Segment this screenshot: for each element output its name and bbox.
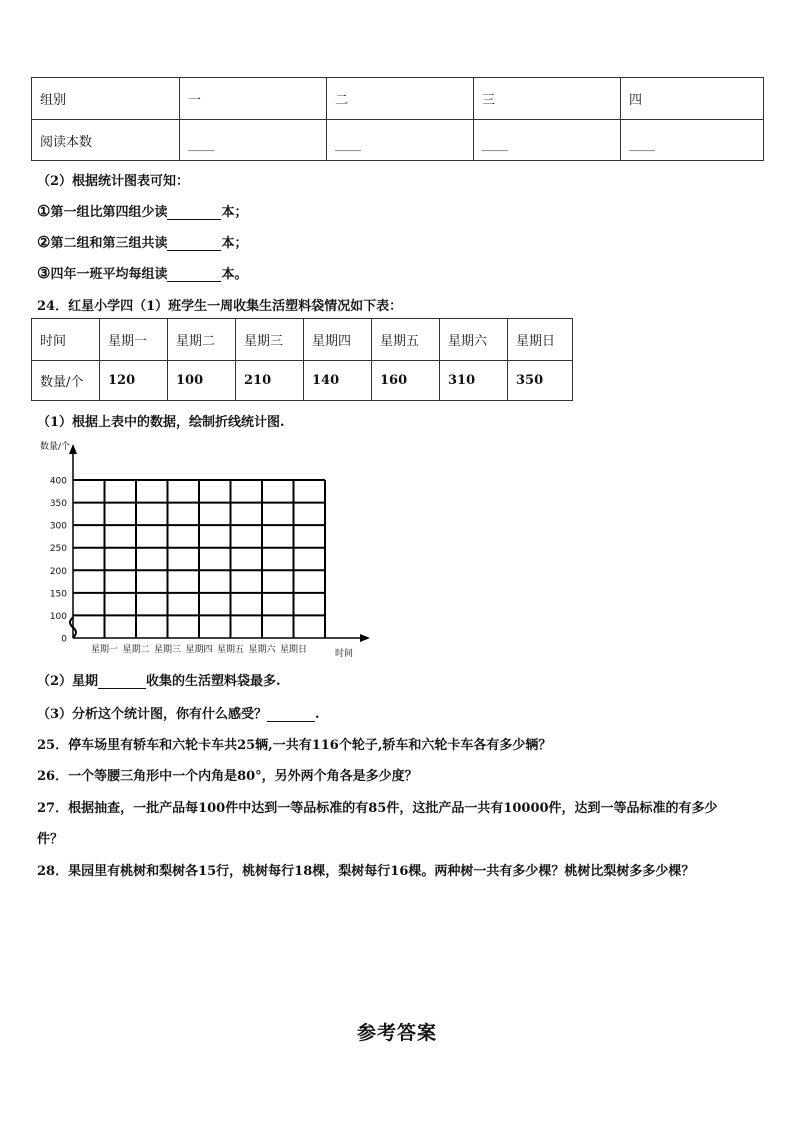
sub3-text-before: （3）分析这个统计图，你有什么感受？ [37, 707, 268, 722]
answer-blank[interactable] [167, 235, 221, 251]
x-axis-title: 时间 [335, 649, 354, 659]
table-cell: 时间 [32, 319, 100, 361]
y-axis-title: 数量/个 [40, 442, 71, 452]
x-axis-arrow [360, 634, 370, 642]
answer-blank[interactable] [167, 204, 221, 220]
item-unit: 本。 [221, 267, 248, 282]
sub3-text-after: . [315, 707, 320, 722]
table-cell: 100 [168, 361, 236, 401]
y-tick-label: 0 [61, 634, 67, 645]
table-cell: 星期二 [168, 319, 236, 361]
x-tick-label: 星期四 [185, 645, 213, 655]
table-cell: 三 [474, 78, 621, 120]
table-cell: 阅读本数 [32, 120, 180, 161]
item-unit: 本； [221, 236, 248, 251]
table-cell: 140 [304, 361, 372, 401]
answer-blank[interactable] [267, 706, 315, 722]
item-text: 第一组比第四组少读 [50, 205, 168, 220]
table-cell: 二 [327, 78, 474, 120]
item-unit: 本； [221, 205, 248, 220]
y-tick-label: 300 [49, 521, 67, 532]
x-tick-label: 星期三 [153, 645, 182, 655]
item-text: 四年一班平均每组读 [50, 267, 168, 282]
table-cell: 星期三 [236, 319, 304, 361]
answer-blank[interactable] [98, 673, 146, 689]
table-cell: 120 [100, 361, 168, 401]
answers-title: 参考答案 [356, 1022, 437, 1044]
q24-sub1: （1）根据上表中的数据，绘制折线统计图. [37, 415, 285, 430]
table-cell: 四 [621, 78, 764, 120]
q24-sub2 [37, 670, 281, 689]
y-tick-label: 400 [49, 476, 67, 487]
table-cell: 星期四 [304, 319, 372, 361]
y-tick-label: 200 [49, 566, 67, 577]
y-axis-arrow [69, 444, 77, 454]
question-item-1 [37, 201, 247, 220]
q24-sub3 [37, 703, 320, 722]
table-cell: 210 [236, 361, 304, 401]
sub2-text-before: （2）星期 [37, 674, 99, 689]
x-tick-label: 星期二 [122, 645, 150, 655]
table-blank[interactable]: ____ [180, 120, 327, 161]
q26-text: 26．一个等腰三角形中一个内角是80°，另外两个角各是多少度？ [37, 769, 418, 784]
item-number: ① [37, 202, 51, 220]
y-tick-label: 250 [49, 544, 67, 555]
table-cell: 160 [372, 361, 440, 401]
item-number: ③ [37, 264, 51, 282]
table-cell: 星期五 [372, 319, 440, 361]
table-cell: 一 [180, 78, 327, 120]
table-cell: 星期日 [508, 319, 573, 361]
line-chart-grid[interactable] [30, 432, 380, 662]
table-cell: 数量/个 [32, 361, 100, 401]
question-item-2 [37, 232, 247, 251]
x-tick-label: 星期六 [248, 645, 276, 655]
question-item-3 [37, 263, 247, 282]
q27-text-line1: 27．根据抽查，一批产品每100件中达到一等品标准的有85件，这批产品一共有10000件，达到一等品标准的有多少 [37, 801, 718, 816]
item-number: ② [37, 233, 51, 251]
y-tick-label: 150 [49, 589, 67, 600]
q25-text: 25．停车场里有轿车和六轮卡车共25辆,一共有116个轮子,轿车和六轮卡车各有多少辆？ [37, 738, 552, 753]
answer-blank[interactable] [167, 266, 221, 282]
table-blank[interactable]: ____ [621, 120, 764, 161]
table-cell: 350 [508, 361, 573, 401]
q24-text: 24．红星小学四（1）班学生一周收集生活塑料袋情况如下表： [37, 299, 403, 314]
part2-heading: （2）根据统计图表可知： [37, 174, 190, 189]
y-tick-label: 350 [49, 499, 67, 510]
q27-text-line2: 件？ [37, 832, 64, 847]
table-cell: 310 [440, 361, 508, 401]
item-text: 第二组和第三组共读 [50, 236, 168, 251]
x-tick-label: 星期日 [279, 645, 308, 655]
reading-table [31, 77, 764, 161]
table-blank[interactable]: ____ [474, 120, 621, 161]
sub2-text-after: 收集的生活塑料袋最多. [146, 674, 281, 689]
table-cell: 星期六 [440, 319, 508, 361]
table-cell: 组别 [32, 78, 180, 120]
table-blank[interactable]: ____ [327, 120, 474, 161]
table-cell: 星期一 [100, 319, 168, 361]
q28-text: 28．果园里有桃树和梨树各15行，桃树每行18棵，梨树每行16棵。两种树一共有多少棵？桃树比梨树多多少棵？ [37, 864, 695, 879]
bags-table [31, 318, 573, 401]
x-tick-label: 星期五 [216, 645, 245, 655]
y-tick-label: 100 [49, 611, 67, 622]
x-tick-label: 星期一 [90, 645, 119, 655]
